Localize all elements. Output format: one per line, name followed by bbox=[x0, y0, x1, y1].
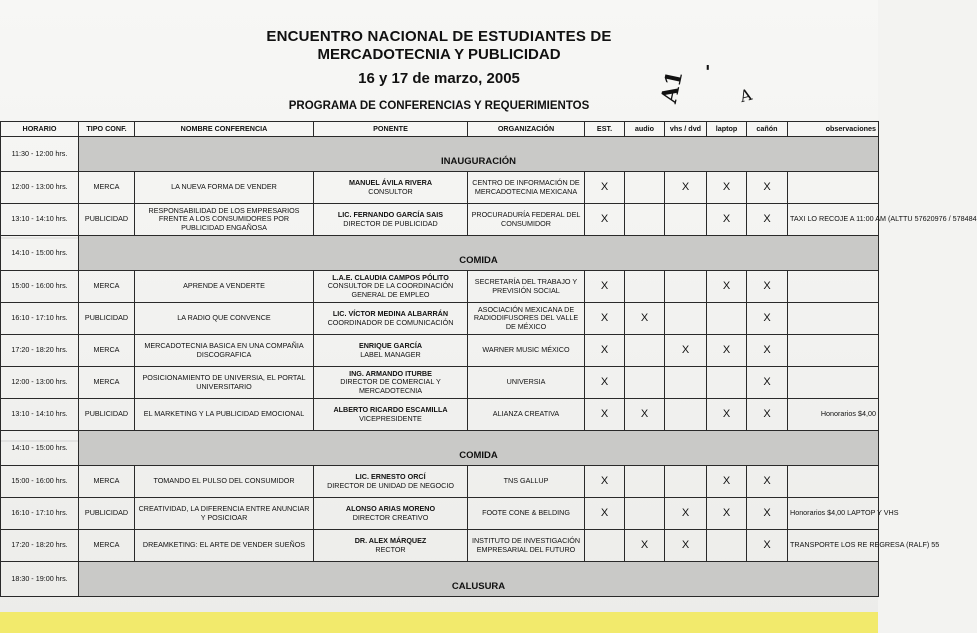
section-row bbox=[1, 431, 879, 466]
time-cell: 13:10 - 14:10 hrs. bbox=[1, 399, 79, 431]
est-mark: X bbox=[585, 271, 625, 303]
section-row bbox=[1, 562, 879, 597]
speaker-name: DR. ALEX MÁRQUEZ bbox=[354, 536, 427, 546]
time-cell: 11:30 - 12:00 hrs. bbox=[1, 137, 79, 172]
projector-mark: X bbox=[747, 303, 788, 335]
laptop-mark: X bbox=[707, 399, 747, 431]
type-cell: PUBLICIDAD bbox=[79, 204, 135, 236]
laptop-mark bbox=[707, 367, 747, 399]
est-mark: X bbox=[585, 172, 625, 204]
projector-mark: X bbox=[747, 530, 788, 562]
speaker-role: DIRECTOR CREATIVO bbox=[352, 512, 429, 522]
column-header: EST. bbox=[585, 122, 625, 137]
speaker-role: VICEPRESIDENTE bbox=[359, 413, 422, 423]
conference-name-cell: MERCADOTECNIA BASICA EN UNA COMPAÑIA DISCOGRAFICA bbox=[135, 335, 314, 367]
table-row bbox=[1, 172, 879, 204]
speaker-name: L.A.E. CLAUDIA CAMPOS PÓLITO bbox=[332, 273, 449, 283]
speaker-name: LIC. VÍCTOR MEDINA ALBARRÁN bbox=[332, 309, 449, 319]
time-cell: 13:10 - 14:10 hrs. bbox=[1, 204, 79, 236]
projector-mark: X bbox=[747, 498, 788, 530]
program-subtitle: PROGRAMA DE CONFERENCIAS Y REQUERIMIENTOS bbox=[288, 100, 590, 112]
speaker-name: ALONSO ARIAS MORENO bbox=[345, 504, 436, 514]
table-row bbox=[1, 204, 879, 236]
column-header: ORGANIZACIÓN bbox=[468, 122, 585, 137]
handwritten-mark: ' bbox=[705, 62, 711, 83]
table-header-row bbox=[1, 122, 879, 137]
vhs-dvd-mark: X bbox=[665, 498, 707, 530]
handwritten-mark: A bbox=[737, 84, 754, 107]
projector-mark: X bbox=[747, 466, 788, 498]
speaker-cell bbox=[314, 466, 468, 498]
table-row bbox=[1, 367, 879, 399]
speaker-role: DIRECTOR DE COMERCIAL Y MERCADOTECNIA bbox=[340, 377, 441, 395]
conference-name-cell: POSICIONAMIENTO DE UNIVERSIA, EL PORTAL UNIVERSITARIO bbox=[135, 367, 314, 399]
handwritten-mark: A1 bbox=[656, 68, 689, 106]
audio-mark bbox=[625, 172, 665, 204]
est-mark: X bbox=[585, 466, 625, 498]
speaker-cell bbox=[314, 335, 468, 367]
est-mark: X bbox=[585, 303, 625, 335]
audio-mark: X bbox=[625, 530, 665, 562]
laptop-mark: X bbox=[707, 466, 747, 498]
speaker-name: LIC. FERNANDO GARCÍA SAIS bbox=[337, 210, 444, 220]
observations-cell bbox=[788, 335, 879, 367]
type-cell: MERCA bbox=[79, 530, 135, 562]
projector-mark: X bbox=[747, 367, 788, 399]
program-table bbox=[0, 121, 977, 597]
est-mark: X bbox=[585, 335, 625, 367]
speaker-cell bbox=[314, 498, 468, 530]
projector-mark: X bbox=[747, 204, 788, 236]
speaker-cell bbox=[314, 303, 468, 335]
section-label: CALUSURA bbox=[79, 562, 879, 597]
conference-name-cell: LA RADIO QUE CONVENCE bbox=[135, 303, 314, 335]
vhs-dvd-mark bbox=[665, 367, 707, 399]
column-header: TIPO CONF. bbox=[79, 122, 135, 137]
vhs-dvd-mark bbox=[665, 271, 707, 303]
organization-cell: INSTITUTO DE INVESTIGACIÓN EMPRESARIAL DEL FUTURO bbox=[468, 530, 585, 562]
est-mark: X bbox=[585, 399, 625, 431]
background-strip bbox=[0, 612, 878, 633]
section-label: INAUGURACIÓN bbox=[79, 137, 879, 172]
observations-cell bbox=[788, 172, 879, 204]
speaker-cell bbox=[314, 204, 468, 236]
projector-mark: X bbox=[747, 335, 788, 367]
vhs-dvd-mark bbox=[665, 303, 707, 335]
type-cell: MERCA bbox=[79, 466, 135, 498]
audio-mark bbox=[625, 271, 665, 303]
speaker-role: LABEL MANAGER bbox=[360, 349, 421, 359]
speaker-name: ALBERTO RICARDO ESCAMILLA bbox=[333, 405, 448, 415]
speaker-cell bbox=[314, 530, 468, 562]
laptop-mark: X bbox=[707, 172, 747, 204]
table-row bbox=[1, 466, 879, 498]
conference-name-cell: APRENDE A VENDERTE bbox=[135, 271, 314, 303]
time-cell: 16:10 - 17:10 hrs. bbox=[1, 303, 79, 335]
observations-cell bbox=[788, 271, 879, 303]
time-cell: 16:10 - 17:10 hrs. bbox=[1, 498, 79, 530]
section-row bbox=[1, 137, 879, 172]
est-mark: X bbox=[585, 498, 625, 530]
section-label: COMIDA bbox=[79, 431, 879, 466]
table-row bbox=[1, 498, 879, 530]
time-cell: 15:00 - 16:00 hrs. bbox=[1, 271, 79, 303]
column-header: observaciones bbox=[788, 122, 879, 137]
est-mark bbox=[585, 530, 625, 562]
vhs-dvd-mark bbox=[665, 204, 707, 236]
type-cell: PUBLICIDAD bbox=[79, 303, 135, 335]
audio-mark: X bbox=[625, 399, 665, 431]
organization-cell: UNIVERSIA bbox=[468, 367, 585, 399]
conference-name-cell: LA NUEVA FORMA DE VENDER bbox=[135, 172, 314, 204]
section-label: COMIDA bbox=[79, 236, 879, 271]
organization-cell: ASOCIACIÓN MEXICANA DE RADIODIFUSORES DEL VALLE DE MÉXICO bbox=[468, 303, 585, 335]
vhs-dvd-mark: X bbox=[665, 172, 707, 204]
speaker-role: DIRECTOR DE UNIDAD DE NEGOCIO bbox=[327, 480, 454, 490]
laptop-mark bbox=[707, 303, 747, 335]
type-cell: MERCA bbox=[79, 271, 135, 303]
conference-name-cell: TOMANDO EL PULSO DEL CONSUMIDOR bbox=[135, 466, 314, 498]
type-cell: PUBLICIDAD bbox=[79, 399, 135, 431]
audio-mark bbox=[625, 498, 665, 530]
column-header: PONENTE bbox=[314, 122, 468, 137]
conference-name-cell: RESPONSABILIDAD DE LOS EMPRESARIOS FRENTE A LOS CONSUMIDORES POR PUBLICIDAD ENGAÑOSA bbox=[135, 204, 314, 236]
projector-mark: X bbox=[747, 172, 788, 204]
speaker-name: LIC. ERNESTO ORCÍ bbox=[355, 472, 426, 482]
organization-cell: CENTRO DE INFORMACIÓN DE MERCADOTECNIA MEXICANA bbox=[468, 172, 585, 204]
table-row bbox=[1, 530, 879, 562]
organization-cell: TNS GALLUP bbox=[468, 466, 585, 498]
projector-mark: X bbox=[747, 399, 788, 431]
vhs-dvd-mark: X bbox=[665, 335, 707, 367]
speaker-role: CONSULTOR DE LA COORDINACIÓN GENERAL DE EMPLEO bbox=[327, 281, 454, 299]
table-row bbox=[1, 303, 879, 335]
laptop-mark: X bbox=[707, 204, 747, 236]
speaker-role: COORDINADOR DE COMUNICACIÓN bbox=[327, 317, 454, 327]
type-cell: MERCA bbox=[79, 335, 135, 367]
speaker-cell bbox=[314, 271, 468, 303]
time-cell: 17:20 - 18:20 hrs. bbox=[1, 335, 79, 367]
organization-cell: WARNER MUSIC MÉXICO bbox=[468, 335, 585, 367]
organization-cell: PROCURADURÍA FEDERAL DEL CONSUMIDOR bbox=[468, 204, 585, 236]
time-cell: 12:00 - 13:00 hrs. bbox=[1, 172, 79, 204]
column-header: laptop bbox=[707, 122, 747, 137]
time-cell: 12:00 - 13:00 hrs. bbox=[1, 367, 79, 399]
vhs-dvd-mark bbox=[665, 399, 707, 431]
organization-cell: FOOTE CONE & BELDING bbox=[468, 498, 585, 530]
conference-name-cell: CREATIVIDAD, LA DIFERENCIA ENTRE ANUNCIAR Y POSICIOAR bbox=[135, 498, 314, 530]
event-title-line2: MERCADOTECNIA Y PUBLICIDAD bbox=[317, 46, 561, 63]
section-row bbox=[1, 236, 879, 271]
time-cell: 14:10 - 15:00 hrs. bbox=[1, 236, 79, 271]
time-cell: 15:00 - 16:00 hrs. bbox=[1, 466, 79, 498]
vhs-dvd-mark: X bbox=[665, 530, 707, 562]
event-date: 16 y 17 de marzo, 2005 bbox=[358, 70, 520, 87]
speaker-cell bbox=[314, 399, 468, 431]
observations-cell: Honorarios $4,00 bbox=[788, 399, 879, 431]
laptop-mark: X bbox=[707, 498, 747, 530]
type-cell: MERCA bbox=[79, 367, 135, 399]
conference-name-cell: DREAMKETING: EL ARTE DE VENDER SUEÑOS bbox=[135, 530, 314, 562]
speaker-name: ING. ARMANDO ITURBE bbox=[349, 369, 432, 379]
audio-mark bbox=[625, 335, 665, 367]
event-title-line1: ENCUENTRO NACIONAL DE ESTUDIANTES DE bbox=[266, 28, 612, 45]
column-header: audio bbox=[625, 122, 665, 137]
observations-cell: TAXI LO RECOJE A 11:00 AM (ALTTU 57620976 / 578484 bbox=[788, 204, 879, 236]
vhs-dvd-mark bbox=[665, 466, 707, 498]
time-cell: 18:30 - 19:00 hrs. bbox=[1, 562, 79, 597]
time-cell: 17:20 - 18:20 hrs. bbox=[1, 530, 79, 562]
observations-cell: Honorarios $4,00 LAPTOP Y VHS bbox=[788, 498, 879, 530]
table-row bbox=[1, 335, 879, 367]
speaker-role: RECTOR bbox=[375, 544, 406, 554]
speaker-role: DIRECTOR DE PUBLICIDAD bbox=[343, 218, 438, 228]
laptop-mark: X bbox=[707, 271, 747, 303]
observations-cell bbox=[788, 303, 879, 335]
column-header: NOMBRE CONFERENCIA bbox=[135, 122, 314, 137]
column-header: vhs / dvd bbox=[665, 122, 707, 137]
conference-name-cell: EL MARKETING Y LA PUBLICIDAD EMOCIONAL bbox=[135, 399, 314, 431]
column-header: HORARIO bbox=[1, 122, 79, 137]
type-cell: MERCA bbox=[79, 172, 135, 204]
projector-mark: X bbox=[747, 271, 788, 303]
type-cell: PUBLICIDAD bbox=[79, 498, 135, 530]
observations-cell bbox=[788, 466, 879, 498]
table-row bbox=[1, 399, 879, 431]
organization-cell: ALIANZA CREATIVA bbox=[468, 399, 585, 431]
speaker-role: CONSULTOR bbox=[368, 186, 413, 196]
audio-mark bbox=[625, 466, 665, 498]
table-row bbox=[1, 271, 879, 303]
audio-mark: X bbox=[625, 303, 665, 335]
speaker-cell bbox=[314, 367, 468, 399]
speaker-cell bbox=[314, 172, 468, 204]
column-header: cañón bbox=[747, 122, 788, 137]
speaker-name: MANUEL ÁVILA RIVERA bbox=[348, 178, 433, 188]
laptop-mark: X bbox=[707, 335, 747, 367]
audio-mark bbox=[625, 367, 665, 399]
est-mark: X bbox=[585, 367, 625, 399]
speaker-name: ENRIQUE GARCÍA bbox=[358, 341, 423, 351]
laptop-mark bbox=[707, 530, 747, 562]
time-cell: 14:10 - 15:00 hrs. bbox=[1, 431, 79, 466]
audio-mark bbox=[625, 204, 665, 236]
organization-cell: SECRETARÍA DEL TRABAJO Y PREVISIÓN SOCIAL bbox=[468, 271, 585, 303]
est-mark: X bbox=[585, 204, 625, 236]
observations-cell bbox=[788, 367, 879, 399]
observations-cell: TRANSPORTE LOS RE REGRESA (RALF) 55 bbox=[788, 530, 879, 562]
